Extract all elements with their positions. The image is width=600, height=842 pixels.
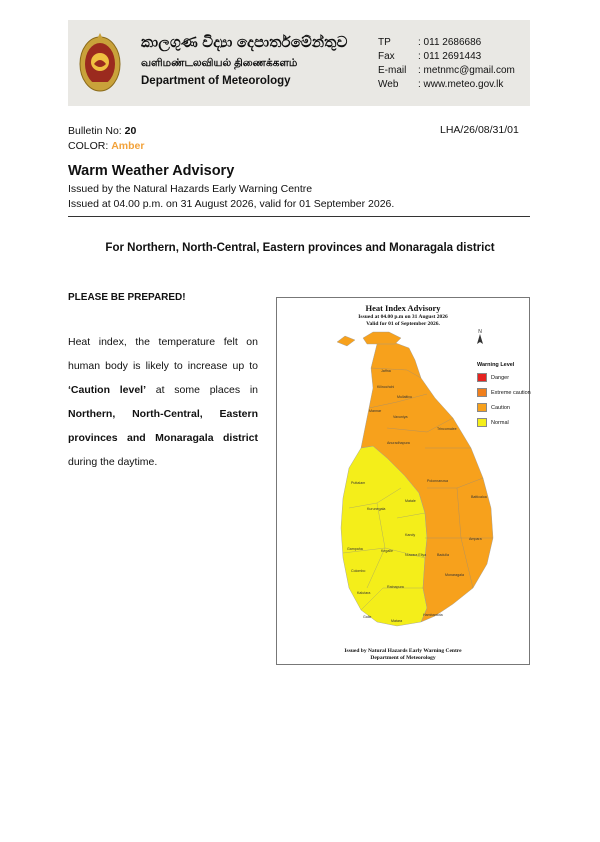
district-label: Colombo bbox=[351, 569, 366, 573]
district-label: Kalutara bbox=[357, 591, 371, 595]
district-label: Kegalle bbox=[381, 549, 393, 553]
legend-swatch bbox=[477, 403, 487, 412]
map-title: Heat Index Advisory bbox=[365, 303, 441, 313]
contact-email: E-mail : metnmc@gmail.com bbox=[378, 65, 515, 76]
prepared-notice: PLEASE BE PREPARED! bbox=[68, 292, 186, 303]
district-label: Polonnaruwa bbox=[427, 479, 448, 483]
district-label: Mullaitivu bbox=[397, 395, 412, 399]
district-label: Monaragala bbox=[445, 573, 464, 577]
district-label: Hambantota bbox=[423, 613, 443, 617]
district-label: Mannar bbox=[369, 409, 382, 413]
district-label: Kurunegala bbox=[367, 507, 386, 511]
district-label: Kandy bbox=[405, 533, 416, 537]
district-label: Matara bbox=[391, 619, 403, 623]
district-label: Matale bbox=[405, 499, 416, 503]
bulletin-number: Bulletin No: 20 bbox=[68, 125, 137, 137]
contact-web: Web : www.meteo.gov.lk bbox=[378, 79, 504, 90]
north-arrow-icon bbox=[477, 334, 483, 344]
legend-item-normal: Normal bbox=[477, 418, 531, 427]
district-label: Kilinochchi bbox=[377, 385, 395, 389]
map-legend bbox=[477, 362, 531, 433]
map-valid: Valid for 01 of September 2026. bbox=[366, 321, 440, 327]
bulletin-color: COLOR: Amber bbox=[68, 140, 145, 152]
map-footer-department: Department of Meteorology bbox=[370, 655, 436, 661]
sri-lanka-map bbox=[277, 298, 529, 664]
district-label: Ampara bbox=[469, 537, 482, 541]
bulletin-reference: LHA/26/08/31/01 bbox=[440, 124, 519, 136]
issued-by: Issued by the Natural Hazards Early Warning Centre bbox=[68, 183, 313, 195]
region-heading: For Northern, North-Central, Eastern provinces and Monaragala district bbox=[105, 242, 495, 254]
district-label: Anuradhapura bbox=[387, 441, 410, 445]
letterhead bbox=[68, 20, 530, 106]
map-footer-issuer: Issued by Natural Hazards Early Warning Centre bbox=[344, 648, 462, 654]
government-emblem-icon bbox=[78, 30, 122, 94]
contact-fax: Fax : 011 2691443 bbox=[378, 51, 482, 62]
district-label: Batticaloa bbox=[471, 495, 487, 499]
legend-item-danger: Danger bbox=[477, 373, 531, 382]
legend-item-extreme-caution: Extreme caution bbox=[477, 388, 531, 397]
bulletin-meta bbox=[68, 124, 144, 154]
department-name-sinhala: කාලගුණ විද්‍යා දෙපාර්තමේන්තුව bbox=[141, 34, 348, 51]
contact-phone: TP : 011 2686686 bbox=[378, 37, 482, 48]
map-region-jaffna bbox=[363, 332, 401, 344]
legend-item-caution: Caution bbox=[477, 403, 531, 412]
legend-swatch bbox=[477, 373, 487, 382]
advisory-title: Warm Weather Advisory bbox=[68, 163, 235, 179]
legend-title: Warning Level bbox=[477, 362, 515, 368]
district-label: Nuwara Eliya bbox=[405, 553, 427, 557]
divider bbox=[68, 216, 530, 217]
district-label: Trincomalee bbox=[437, 427, 457, 431]
north-arrow-label: N bbox=[478, 329, 482, 335]
district-label: Badulla bbox=[437, 553, 449, 557]
department-name-tamil: வளிமண்டலவியல் திணைக்களம் bbox=[141, 57, 298, 69]
legend-swatch bbox=[477, 418, 487, 427]
district-label: Vavuniya bbox=[393, 415, 408, 419]
contact-details bbox=[378, 36, 515, 92]
issued-at: Issued at 04.00 p.m. on 31 August 2026, valid for 01 September 2026. bbox=[68, 198, 395, 210]
legend-swatch bbox=[477, 388, 487, 397]
map-issued: Issued at 04.00 p.m on 31 August 2026 bbox=[358, 314, 448, 320]
district-label: Jaffna bbox=[381, 369, 391, 373]
advisory-body: Heat index, the temperature felt on human body is likely to increase up to ‘Caution level’ at some places in Northern, North-Central, Eastern provinces and Monaragala district during the daytime. bbox=[68, 336, 258, 468]
district-label: Gampaha bbox=[347, 547, 363, 551]
district-label: Ratnapura bbox=[387, 585, 404, 589]
district-label: Galle bbox=[363, 615, 372, 619]
department-name-english: Department of Meteorology bbox=[141, 75, 291, 87]
heat-index-map bbox=[276, 297, 530, 665]
district-label: Puttalam bbox=[351, 481, 366, 485]
